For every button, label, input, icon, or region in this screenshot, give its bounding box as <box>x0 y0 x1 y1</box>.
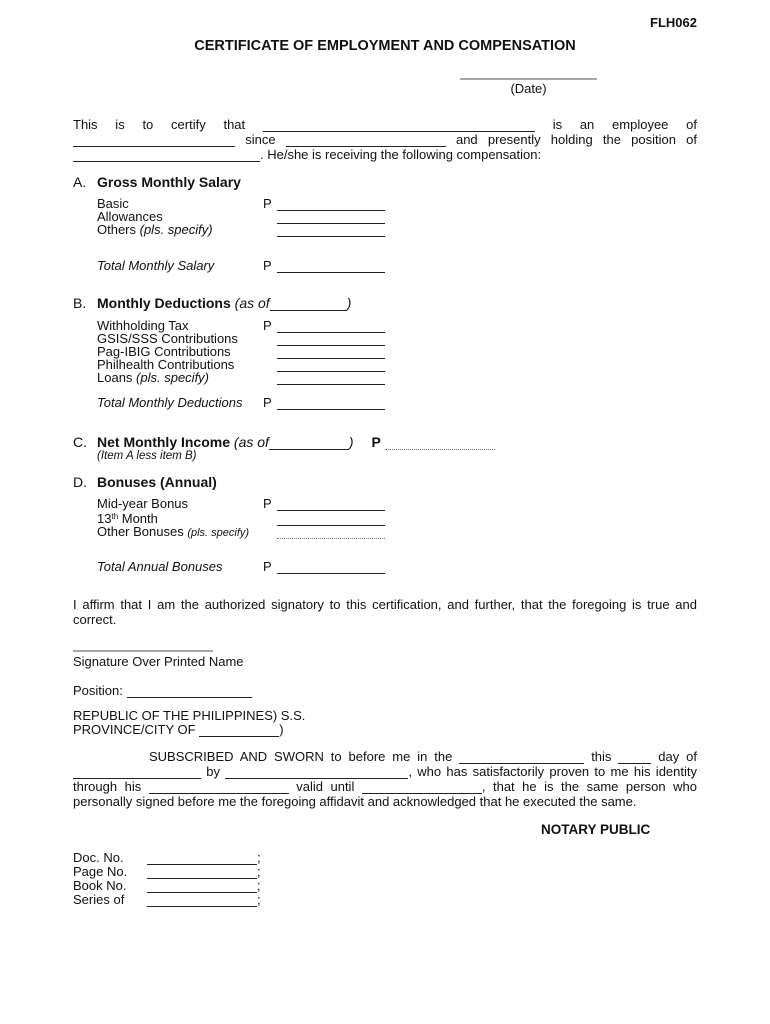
section-c-subnote: (Item A less item B) <box>97 450 197 463</box>
row-total-monthly-deductions <box>97 397 697 410</box>
date-block <box>73 78 597 96</box>
page-no-label: Page No. <box>73 864 128 880</box>
row-allowances-label: Allowances <box>97 209 163 225</box>
total-monthly-deductions-field[interactable] <box>277 398 385 410</box>
section-c-title: Net Monthly Income <box>97 434 231 451</box>
row-13th-month-sup: th <box>111 512 119 522</box>
section-a-rows <box>97 198 697 273</box>
row-others-note: (pls. specify) <box>139 222 213 238</box>
section-b-asof-close: ) <box>346 295 352 312</box>
affirmation-line-2: correct. <box>73 612 117 628</box>
total-monthly-salary-field[interactable] <box>277 261 385 273</box>
sworn-line-4: personally signed before me the foregoing affidavit and acknowledged that he executed the same. <box>73 793 637 809</box>
sworn-id-field[interactable] <box>149 782 289 794</box>
intro-text-2: is an employee of <box>552 117 697 132</box>
sworn-paragraph <box>73 750 697 809</box>
intro-line-2 <box>73 133 697 148</box>
row-other-bonuses <box>97 526 697 540</box>
net-monthly-income-field[interactable] <box>385 438 495 450</box>
sworn-line-1 <box>73 750 697 765</box>
form-code: FLH062 <box>650 15 697 30</box>
philhealth-field[interactable] <box>277 360 385 372</box>
section-b-letter: B. <box>73 295 87 312</box>
employer-name-field[interactable] <box>73 135 235 147</box>
total-annual-bonuses-field[interactable] <box>277 562 385 574</box>
thirteenth-month-field[interactable] <box>277 514 385 526</box>
book-no-label: Book No. <box>73 878 127 894</box>
province-field[interactable] <box>199 725 279 737</box>
section-a-title: Gross Monthly Salary <box>97 174 241 191</box>
row-midyear-bonus-label: Mid-year Bonus <box>97 496 189 512</box>
sworn-text-2: this <box>591 749 612 765</box>
peso-symbol: P <box>371 434 381 451</box>
total-monthly-deductions-label: Total Monthly Deductions <box>97 395 243 411</box>
row-other-bonuses-note: (pls. specify) <box>187 527 250 540</box>
net-income-asof-date-field[interactable] <box>269 438 349 450</box>
doc-no-label: Doc. No. <box>73 850 124 866</box>
section-c-asof-label: (as of <box>233 434 269 451</box>
gsis-sss-field[interactable] <box>277 334 385 346</box>
row-total-monthly-salary <box>97 260 697 273</box>
employment-since-field[interactable] <box>286 135 446 147</box>
series-of-row <box>73 893 697 907</box>
intro-text-4: and presently holding the position of <box>455 131 697 147</box>
withholding-tax-field[interactable] <box>277 321 385 333</box>
series-of-label: Series of <box>73 892 125 908</box>
other-bonuses-field[interactable] <box>277 527 385 539</box>
date-field[interactable] <box>460 78 597 80</box>
row-midyear-bonus <box>97 498 697 511</box>
doc-no-field[interactable] <box>147 853 257 865</box>
section-b-title: Monthly Deductions <box>97 295 231 312</box>
sworn-text-6: through his <box>73 778 142 794</box>
section-d-heading <box>73 474 697 490</box>
province-close: ) <box>279 722 284 738</box>
book-no-row <box>73 879 697 893</box>
affirmation-paragraph <box>73 598 697 628</box>
row-13th-month-num: 13 <box>97 511 112 527</box>
position-label: Position: <box>73 682 123 698</box>
deductions-asof-date-field[interactable] <box>270 299 347 311</box>
signature-label: Signature Over Printed Name <box>73 653 244 669</box>
affirmation-line-1: I affirm that I am the authorized signatory to this certification, and further, that the foregoing is true and <box>73 597 697 613</box>
row-loans <box>97 372 697 385</box>
others-amount-field[interactable] <box>277 225 385 237</box>
series-of-field[interactable] <box>147 895 257 907</box>
peso-symbol: P <box>263 496 272 512</box>
section-c-heading <box>73 434 697 450</box>
sworn-affiant-field[interactable] <box>225 767 408 779</box>
section-a-heading <box>73 174 697 190</box>
province-line <box>73 723 697 738</box>
section-d-letter: D. <box>73 474 87 491</box>
row-others <box>97 224 697 237</box>
notary-public-label: NOTARY PUBLIC <box>541 822 651 838</box>
intro-text-1: This is to certify that <box>73 117 246 132</box>
row-basic-label: Basic <box>97 196 129 212</box>
section-c-letter: C. <box>73 434 87 451</box>
position-title-field[interactable] <box>73 150 260 162</box>
section-a-letter: A. <box>73 174 87 191</box>
doc-no-suffix: ; <box>257 850 261 866</box>
republic-line: REPUBLIC OF THE PHILIPPINES) S.S. <box>73 707 306 723</box>
date-label: (Date) <box>510 81 547 96</box>
intro-line-3 <box>73 148 697 163</box>
row-pagibig-label: Pag-IBIG Contributions <box>97 344 231 360</box>
sworn-line-3 <box>73 780 697 795</box>
row-loans-label: Loans <box>97 370 137 386</box>
peso-symbol: P <box>263 196 272 212</box>
peso-symbol: P <box>263 395 272 411</box>
sworn-text-8: , that he is the same person who <box>481 778 697 794</box>
total-monthly-salary-label: Total Monthly Salary <box>97 258 215 274</box>
position-row <box>73 684 697 699</box>
row-other-bonuses-label: Other Bonuses <box>97 524 188 540</box>
allowances-amount-field[interactable] <box>277 212 385 224</box>
sworn-text-5: , who has satisfactorily proven to me his identity <box>408 764 697 780</box>
section-b-rows <box>97 320 697 410</box>
sworn-month-field[interactable] <box>73 767 201 779</box>
row-gsis-sss-label: GSIS/SSS Contributions <box>97 331 238 347</box>
sworn-text-7: valid until <box>296 778 355 794</box>
section-b-asof-label: (as of <box>234 295 270 312</box>
book-no-field[interactable] <box>147 881 257 893</box>
sworn-text-3: day of <box>658 749 697 765</box>
row-philhealth-label: Philhealth Contributions <box>97 357 235 373</box>
row-others-label: Others <box>97 222 140 238</box>
section-c-asof-close: ) <box>348 434 354 451</box>
row-13th-month-rest: Month <box>118 511 158 527</box>
peso-symbol: P <box>263 318 272 334</box>
position-field[interactable] <box>127 686 252 698</box>
intro-text-3: since <box>245 131 276 147</box>
page-title: CERTIFICATE OF EMPLOYMENT AND COMPENSATION <box>194 38 576 54</box>
row-total-annual-bonuses <box>97 561 697 574</box>
loans-field[interactable] <box>277 373 385 385</box>
employee-name-field[interactable] <box>263 120 535 132</box>
peso-symbol: P <box>263 258 272 274</box>
page-no-suffix: ; <box>257 864 261 880</box>
row-withholding-tax-label: Withholding Tax <box>97 318 189 334</box>
signature-block <box>73 650 697 669</box>
peso-symbol: P <box>263 559 272 575</box>
sworn-venue-field[interactable] <box>459 752 584 764</box>
page-no-field[interactable] <box>147 867 257 879</box>
intro-line-1 <box>73 118 697 133</box>
total-annual-bonuses-label: Total Annual Bonuses <box>97 559 223 575</box>
row-basic <box>97 198 697 211</box>
sworn-validity-field[interactable] <box>362 782 482 794</box>
pagibig-field[interactable] <box>277 347 385 359</box>
section-d-rows <box>97 498 697 574</box>
sworn-text-1: SUBSCRIBED AND SWORN to before me in the <box>149 749 453 765</box>
doc-no-row <box>73 851 697 865</box>
venue-block <box>73 709 697 739</box>
signature-field[interactable] <box>73 650 213 652</box>
sworn-day-field[interactable] <box>618 752 651 764</box>
sworn-line-2 <box>73 765 697 780</box>
section-b-heading <box>73 295 697 311</box>
page-no-row <box>73 865 697 879</box>
book-no-suffix: ; <box>257 878 261 894</box>
intro-paragraph <box>73 118 697 162</box>
row-loans-note: (pls. specify) <box>136 370 210 386</box>
basic-amount-field[interactable] <box>277 199 385 211</box>
series-of-suffix: ; <box>257 892 261 908</box>
document-page <box>73 0 697 907</box>
section-d-title: Bonuses (Annual) <box>97 474 217 491</box>
sworn-text-4: by <box>206 764 221 780</box>
intro-text-5: . He/she is receiving the following compensation: <box>260 146 542 162</box>
registry-block <box>73 851 697 907</box>
province-label: PROVINCE/CITY OF <box>73 722 196 738</box>
midyear-bonus-field[interactable] <box>277 499 385 511</box>
